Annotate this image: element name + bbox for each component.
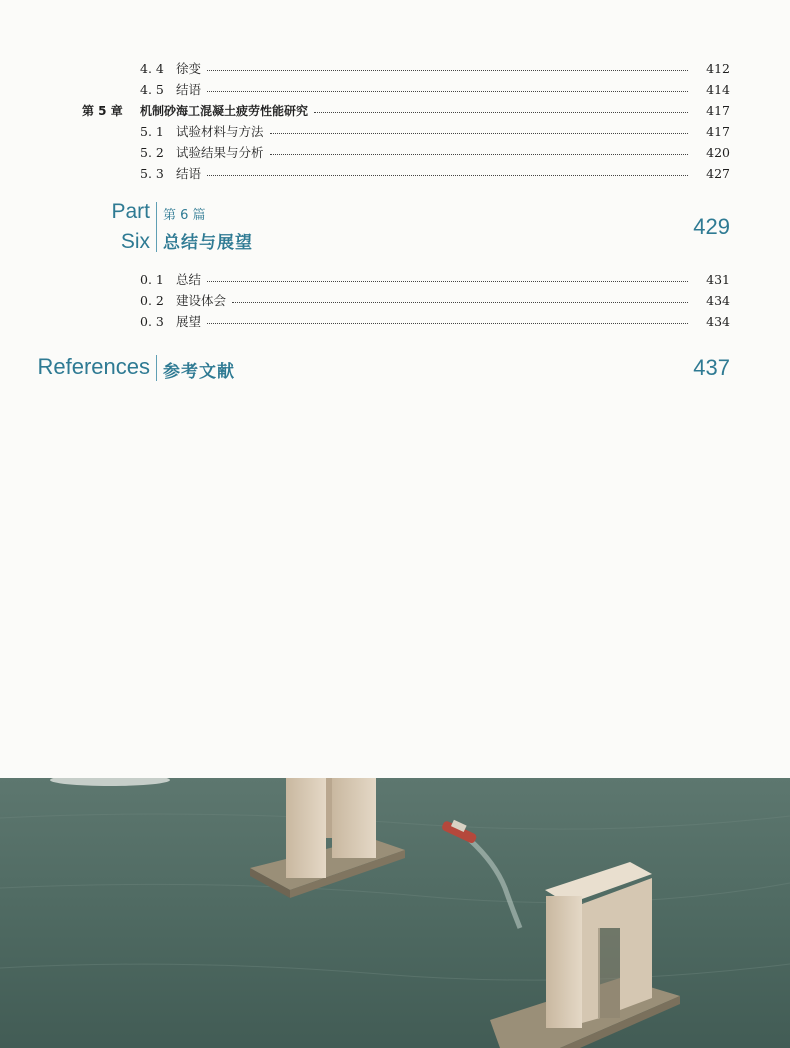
part-six-page-number: 429 bbox=[693, 214, 730, 239]
section-number: 0. 2 bbox=[140, 293, 164, 308]
toc-entry-5-2[interactable] bbox=[140, 144, 730, 162]
section-title: 结语 bbox=[176, 166, 202, 181]
section-number: 4. 5 bbox=[140, 82, 164, 97]
dot-leader bbox=[207, 69, 688, 71]
toc-entry-5-3[interactable] bbox=[140, 165, 730, 183]
toc-entry-0-3[interactable] bbox=[140, 313, 730, 331]
dot-leader bbox=[207, 280, 688, 282]
page-number: 427 bbox=[706, 166, 730, 181]
toc-entry-4-4[interactable] bbox=[140, 60, 730, 78]
section-number: 5. 3 bbox=[140, 166, 164, 181]
page-number: 417 bbox=[706, 103, 730, 118]
dot-leader bbox=[207, 90, 688, 92]
dot-leader bbox=[314, 111, 688, 113]
section-number: 5. 2 bbox=[140, 145, 164, 160]
section-title: 建设体会 bbox=[176, 293, 227, 308]
page-number: 434 bbox=[706, 314, 730, 329]
part-six-english-heading bbox=[111, 197, 150, 257]
part-divider-bar bbox=[156, 202, 157, 252]
section-title: 展望 bbox=[176, 314, 202, 329]
references-english-heading: References bbox=[37, 354, 150, 379]
dot-leader bbox=[270, 153, 688, 155]
page-number: 434 bbox=[706, 293, 730, 308]
section-number: 0. 3 bbox=[140, 314, 164, 329]
dot-leader bbox=[270, 132, 688, 134]
part-six-title[interactable]: 总结与展望 bbox=[163, 233, 253, 253]
toc-entry-0-1[interactable] bbox=[140, 271, 730, 289]
six-word: Six bbox=[120, 230, 150, 253]
section-number: 0. 1 bbox=[140, 272, 164, 287]
toc-entry-4-5[interactable] bbox=[140, 81, 730, 99]
page-number: 412 bbox=[706, 61, 730, 76]
section-title: 试验结果与分析 bbox=[176, 145, 264, 160]
dot-leader bbox=[207, 174, 688, 176]
references-divider-bar bbox=[156, 355, 157, 381]
part-word: Part bbox=[111, 200, 150, 223]
toc-entry-0-2[interactable] bbox=[140, 292, 730, 310]
section-title: 试验材料与方法 bbox=[176, 124, 264, 139]
dot-leader bbox=[207, 322, 688, 324]
references-title[interactable]: 参考文献 bbox=[163, 362, 235, 382]
dot-leader bbox=[232, 301, 688, 303]
section-title: 结语 bbox=[176, 82, 202, 97]
section-title: 总结 bbox=[176, 272, 202, 287]
toc-entry-chapter-5[interactable] bbox=[82, 102, 730, 120]
page-number: 417 bbox=[706, 124, 730, 139]
page-number: 431 bbox=[706, 272, 730, 287]
chapter-number: 第 5 章 bbox=[82, 104, 123, 118]
section-number: 5. 1 bbox=[140, 124, 164, 139]
page-number: 414 bbox=[706, 82, 730, 97]
toc-entry-5-1[interactable] bbox=[140, 123, 730, 141]
part-six-label: 第 6 篇 bbox=[163, 208, 206, 223]
references-page-number: 437 bbox=[693, 355, 730, 380]
chapter-title: 机制砂海工混凝土疲劳性能研究 bbox=[140, 104, 309, 118]
page-number: 420 bbox=[706, 145, 730, 160]
bridge-piers-photo bbox=[0, 778, 790, 1048]
section-number: 4. 4 bbox=[140, 61, 164, 76]
section-title: 徐变 bbox=[176, 61, 202, 76]
